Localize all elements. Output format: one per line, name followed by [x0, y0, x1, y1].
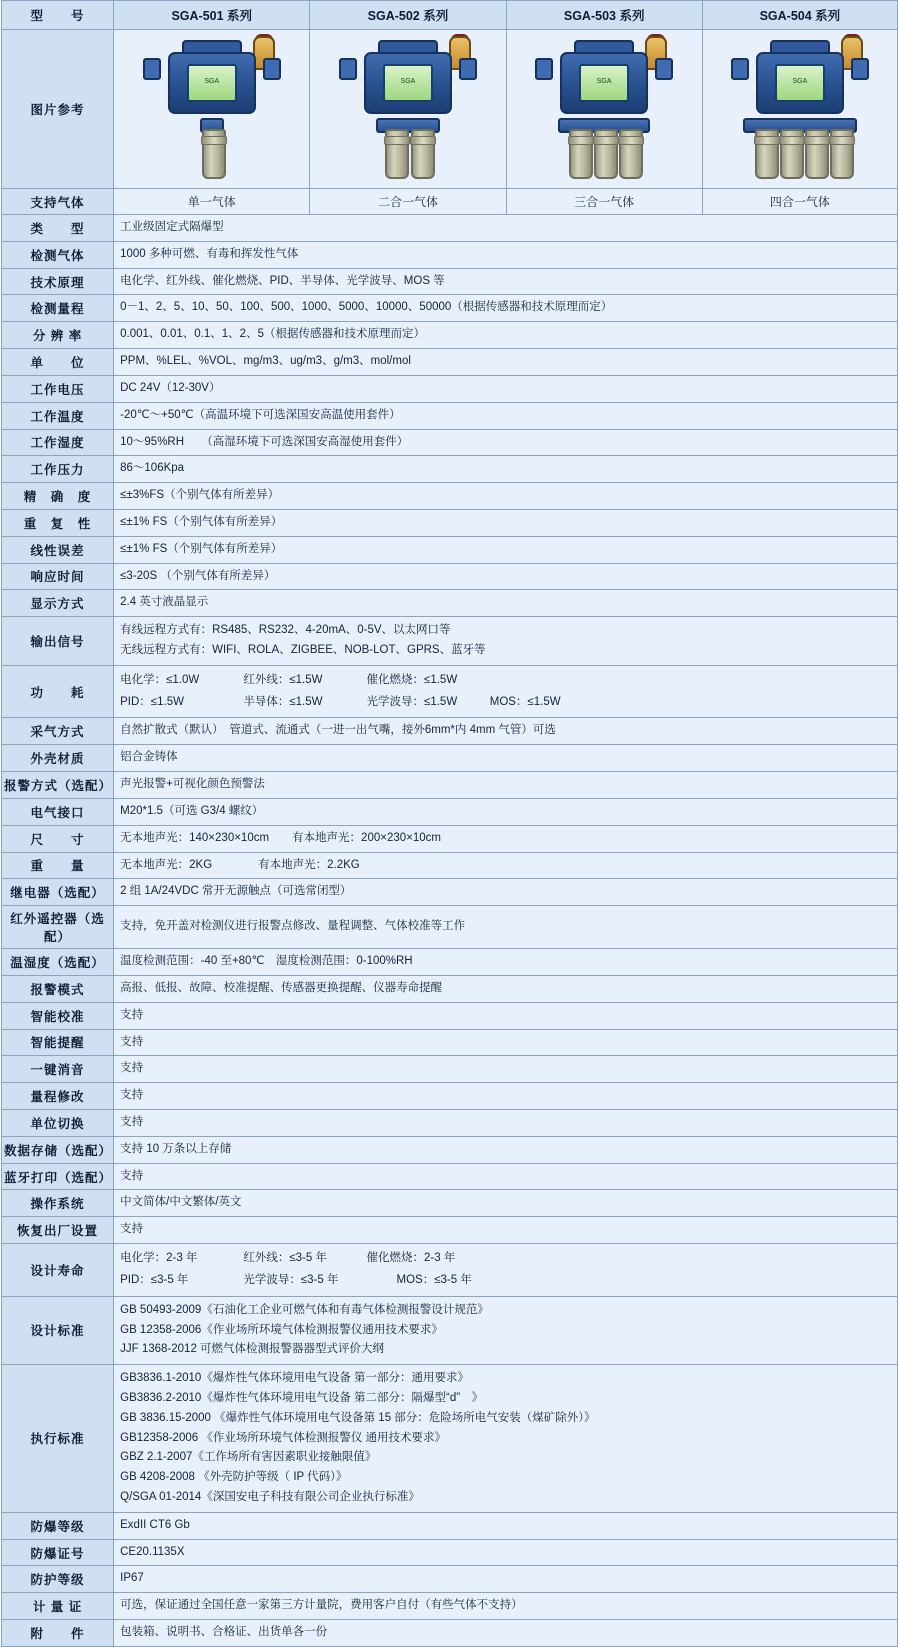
- row-value-power: [114, 665, 898, 718]
- table-row: [2, 456, 898, 483]
- table-row-images: [2, 30, 898, 189]
- table-row-gas-support: [2, 189, 898, 215]
- table-row: [2, 1056, 898, 1083]
- row-value-pressure: 86～106Kpa: [114, 456, 898, 483]
- row-label-model: 型 号: [2, 1, 114, 30]
- product-image-502: [310, 30, 506, 189]
- power-electrochemical: 电化学：≤1.0W: [120, 673, 200, 686]
- row-label-alarm-mode: 报警模式: [2, 975, 114, 1002]
- row-label-data-storage: 数据存储（选配）: [2, 1136, 114, 1163]
- model-504: SGA-504 系列: [702, 1, 897, 30]
- sensor-probe-2: [411, 129, 435, 179]
- row-value-ex-rating: ExdII CT6 Gb: [114, 1512, 898, 1539]
- life-optical-waveguide: 光学波导：≤3-5 年: [243, 1273, 339, 1286]
- row-label-execution-standards: 执行标准: [2, 1365, 114, 1513]
- row-value-factory-reset: 支持: [114, 1217, 898, 1244]
- model-501: SGA-501 系列: [114, 1, 310, 30]
- output-signal-wireless: 无线远程方式有：WIFI、ROLA、ZIGBEE、NOB-LOT、GPRS、蓝牙等: [120, 644, 486, 656]
- device-illustration-quad: [725, 34, 875, 179]
- row-label-factory-reset: 恢复出厂设置: [2, 1217, 114, 1244]
- row-value-range-modify: 支持: [114, 1083, 898, 1110]
- table-row: [2, 1163, 898, 1190]
- table-row: [2, 1190, 898, 1217]
- sensor-probe-4: [830, 129, 854, 179]
- mount-lug-left: [535, 58, 553, 80]
- gas-support-502: 二合一气体: [310, 189, 506, 215]
- specification-table: [1, 0, 898, 1647]
- row-value-design-life: [114, 1244, 898, 1297]
- mount-lug-left: [731, 58, 749, 80]
- product-image-504: [702, 30, 897, 189]
- row-value-operating-system: 中文简体/中文繁体/英文: [114, 1190, 898, 1217]
- row-label-unit: 单 位: [2, 349, 114, 376]
- row-value-data-storage: 支持 10 万条以上存储: [114, 1136, 898, 1163]
- mount-lug-right: [459, 58, 477, 80]
- table-row: [2, 1593, 898, 1620]
- table-row-output-signal: [2, 617, 898, 666]
- gas-support-501: 单一气体: [114, 189, 310, 215]
- sensor-probe-3: [805, 129, 829, 179]
- row-label-voltage: 工作电压: [2, 375, 114, 402]
- row-label-accuracy: 精 确 度: [2, 483, 114, 510]
- table-row: [2, 852, 898, 879]
- table-row: [2, 509, 898, 536]
- device-display-window: [579, 64, 629, 102]
- table-row: [2, 402, 898, 429]
- execution-standard-5: GBZ 2.1-2007《工作场所有害因素职业接触限值》: [120, 1451, 377, 1464]
- mount-lug-left: [143, 58, 161, 80]
- mount-lug-right: [263, 58, 281, 80]
- row-label-bluetooth-print: 蓝牙打印（选配）: [2, 1163, 114, 1190]
- sensor-probe-1: [569, 129, 593, 179]
- row-value-repeatability: ≤±1% FS（个别气体有所差异）: [114, 509, 898, 536]
- row-label-ex-certificate: 防爆证号: [2, 1539, 114, 1566]
- row-label-ip-rating: 防护等级: [2, 1566, 114, 1593]
- row-value-temperature: -20℃～+50℃（高温环境下可选深国安高温使用套件）: [114, 402, 898, 429]
- product-image-501: [114, 30, 310, 189]
- row-label-detect-gas: 检测气体: [2, 241, 114, 268]
- row-value-output-signal: [114, 617, 898, 666]
- mount-lug-left: [339, 58, 357, 80]
- life-infrared: 红外线：≤3-5 年: [243, 1252, 327, 1265]
- model-503: SGA-503 系列: [506, 1, 702, 30]
- sensor-probe-1: [755, 129, 779, 179]
- row-value-ex-certificate: CE20.1135X: [114, 1539, 898, 1566]
- table-row: [2, 949, 898, 976]
- row-label-display: 显示方式: [2, 590, 114, 617]
- row-label-gas-support: 支持气体: [2, 189, 114, 215]
- life-line-1: [120, 1248, 891, 1270]
- device-body: [364, 52, 452, 114]
- power-infrared: 红外线：≤1.5W: [243, 673, 323, 686]
- power-mos: MOS：≤1.5W: [489, 695, 561, 708]
- life-mos: MOS：≤3-5 年: [396, 1273, 472, 1286]
- execution-standard-3: GB 3836.15-2000 《爆炸性气体环境用电气设备第 15 部分：危险场所电气安装（煤矿除外）》: [120, 1411, 596, 1424]
- gas-support-504: 四合一气体: [702, 189, 897, 215]
- row-value-accuracy: ≤±3%FS（个别气体有所差异）: [114, 483, 898, 510]
- execution-standard-4: GB12358-2006 《作业场所环境气体检测报警仪 通用技术要求》: [120, 1431, 447, 1444]
- row-label-image-reference: 图片参考: [2, 30, 114, 189]
- table-row-execution-standards: [2, 1365, 898, 1513]
- row-value-sampling: 自然扩散式（默认） 管道式、流通式（一进一出气嘴，接外6mm*内 4mm 气管）可选: [114, 718, 898, 745]
- row-label-design-life: 设计寿命: [2, 1244, 114, 1297]
- row-value-detect-gas: 1000 多种可燃、有毒和挥发性气体: [114, 241, 898, 268]
- row-label-range-modify: 量程修改: [2, 1083, 114, 1110]
- power-line-1: [120, 670, 891, 692]
- table-row: [2, 1539, 898, 1566]
- table-row: [2, 1002, 898, 1029]
- row-label-electrical-interface: 电气接口: [2, 798, 114, 825]
- row-label-weight: 重 量: [2, 852, 114, 879]
- sensor-probe-2: [780, 129, 804, 179]
- table-row: [2, 772, 898, 799]
- output-signal-wired: 有线远程方式有：RS485、RS232、4-20mA、0-5V、以太网口等: [120, 624, 451, 637]
- row-label-accessories: 附 件: [2, 1620, 114, 1647]
- table-row: [2, 1110, 898, 1137]
- row-value-principle: 电化学、红外线、催化燃烧、PID、半导体、光学波导、MOS 等: [114, 268, 898, 295]
- sensor-probe-1: [202, 129, 226, 179]
- row-value-smart-calibration: 支持: [114, 1002, 898, 1029]
- table-row: [2, 241, 898, 268]
- design-standard-2: GB 12358-2006《作业场所环境气体检测报警仪通用技术要求》: [120, 1323, 443, 1336]
- row-value-electrical-interface: M20*1.5（可选 G3/4 螺纹）: [114, 798, 898, 825]
- table-row: [2, 879, 898, 906]
- gas-support-503: 三合一气体: [506, 189, 702, 215]
- row-label-unit-switch: 单位切换: [2, 1110, 114, 1137]
- sensor-probe-3: [619, 129, 643, 179]
- row-value-alarm-method: 声光报警+可视化颜色预警法: [114, 772, 898, 799]
- table-row-design-standards: [2, 1296, 898, 1364]
- row-label-sampling: 采气方式: [2, 718, 114, 745]
- row-value-humidity: 10～95%RH （高湿环境下可选深国安高湿使用套件）: [114, 429, 898, 456]
- device-display-window: [775, 64, 825, 102]
- device-body: [168, 52, 256, 114]
- life-line-2: [120, 1270, 891, 1292]
- table-row: [2, 975, 898, 1002]
- life-pid: PID：≤3-5 年: [120, 1273, 189, 1286]
- table-row: [2, 349, 898, 376]
- row-value-type: 工业级固定式隔爆型: [114, 215, 898, 242]
- row-value-execution-standards: [114, 1365, 898, 1513]
- table-row: [2, 536, 898, 563]
- power-pid: PID：≤1.5W: [120, 695, 184, 708]
- row-label-temperature: 工作温度: [2, 402, 114, 429]
- life-electrochemical: 电化学：2-3 年: [120, 1252, 198, 1265]
- row-value-temp-humidity-option: 温度检测范围：-40 至+80℃ 湿度检测范围：0-100%RH: [114, 949, 898, 976]
- row-value-unit: PPM、%LEL、%VOL、mg/m3、ug/m3、g/m3、mol/mol: [114, 349, 898, 376]
- table-row: [2, 906, 898, 949]
- row-value-shell-material: 铝合金铸体: [114, 745, 898, 772]
- row-label-type: 类 型: [2, 215, 114, 242]
- table-row-models: [2, 1, 898, 30]
- row-label-output-signal: 输出信号: [2, 617, 114, 666]
- row-label-pressure: 工作压力: [2, 456, 114, 483]
- row-label-ir-remote: 红外遥控器（选配）: [2, 906, 114, 949]
- row-value-smart-reminder: 支持: [114, 1029, 898, 1056]
- table-row: [2, 745, 898, 772]
- table-row: [2, 563, 898, 590]
- table-row: [2, 718, 898, 745]
- execution-standard-1: GB3836.1-2010《爆炸性气体环境用电气设备 第一部分：通用要求》: [120, 1372, 470, 1385]
- life-catalytic: 催化燃烧：2-3 年: [366, 1252, 456, 1265]
- device-lcd-text: SGA: [596, 78, 612, 85]
- row-value-bluetooth-print: 支持: [114, 1163, 898, 1190]
- device-illustration-single: [137, 34, 287, 179]
- power-line-2: [120, 692, 891, 714]
- row-value-one-key-mute: 支持: [114, 1056, 898, 1083]
- row-label-humidity: 工作湿度: [2, 429, 114, 456]
- mount-lug-right: [655, 58, 673, 80]
- power-semiconductor: 半导体：≤1.5W: [243, 695, 323, 708]
- table-row: [2, 483, 898, 510]
- row-label-temp-humidity-option: 温湿度（选配）: [2, 949, 114, 976]
- row-value-response-time: ≤3-20S （个别气体有所差异）: [114, 563, 898, 590]
- mount-lug-right: [851, 58, 869, 80]
- device-illustration-triple: [529, 34, 679, 179]
- device-body: [560, 52, 648, 114]
- row-label-shell-material: 外壳材质: [2, 745, 114, 772]
- row-label-range: 检测量程: [2, 295, 114, 322]
- row-value-design-standards: [114, 1296, 898, 1364]
- table-row: [2, 215, 898, 242]
- table-row: [2, 295, 898, 322]
- row-label-resolution: 分 辨 率: [2, 322, 114, 349]
- table-row: [2, 1029, 898, 1056]
- design-standard-1: GB 50493-2009《石油化工企业可燃气体和有毒气体检测报警设计规范》: [120, 1303, 489, 1316]
- table-row: [2, 825, 898, 852]
- row-value-accessories: 包装箱、说明书、合格证、出货单各一份: [114, 1620, 898, 1647]
- table-row: [2, 429, 898, 456]
- row-value-metrology-cert: 可选，保证通过全国任意一家第三方计量院，费用客户自付（有些气体不支持）: [114, 1593, 898, 1620]
- model-502: SGA-502 系列: [310, 1, 506, 30]
- table-row: [2, 375, 898, 402]
- row-label-alarm-method: 报警方式（选配）: [2, 772, 114, 799]
- device-illustration-dual: [333, 34, 483, 179]
- table-row-power: [2, 665, 898, 718]
- row-label-metrology-cert: 计 量 证: [2, 1593, 114, 1620]
- row-label-design-standards: 设计标准: [2, 1296, 114, 1364]
- table-row: [2, 1566, 898, 1593]
- sensor-probe-1: [385, 129, 409, 179]
- row-value-dimensions: 无本地声光：140×230×10cm 有本地声光：200×230×10cm: [114, 825, 898, 852]
- table-row: [2, 1512, 898, 1539]
- table-row: [2, 590, 898, 617]
- row-value-unit-switch: 支持: [114, 1110, 898, 1137]
- row-label-power: 功 耗: [2, 665, 114, 718]
- row-value-linearity: ≤±1% FS（个别气体有所差异）: [114, 536, 898, 563]
- execution-standard-2: GB3836.2-2010《爆炸性气体环境用电气设备 第二部分：隔爆型“d” 》: [120, 1391, 484, 1404]
- power-catalytic: 催化燃烧：≤1.5W: [366, 673, 458, 686]
- device-lcd-text: SGA: [204, 78, 220, 85]
- row-value-display: 2.4 英寸液晶显示: [114, 590, 898, 617]
- row-label-repeatability: 重 复 性: [2, 509, 114, 536]
- device-lcd-text: SGA: [400, 78, 416, 85]
- table-row: [2, 1083, 898, 1110]
- row-label-linearity: 线性误差: [2, 536, 114, 563]
- row-value-resolution: 0.001、0.01、0.1、1、2、5（根据传感器和技术原理而定）: [114, 322, 898, 349]
- table-row: [2, 322, 898, 349]
- table-row: [2, 1217, 898, 1244]
- row-label-dimensions: 尺 寸: [2, 825, 114, 852]
- execution-standard-6: GB 4208-2008 《外壳防护等级（ IP 代码）》: [120, 1471, 348, 1484]
- table-row: [2, 1620, 898, 1647]
- product-image-503: [506, 30, 702, 189]
- row-value-range: 0－1、2、5、10、50、100、500、1000、5000、10000、50000（根据传感器和技术原理而定）: [114, 295, 898, 322]
- sensor-probe-2: [594, 129, 618, 179]
- table-row: [2, 798, 898, 825]
- row-label-relay: 继电器（选配）: [2, 879, 114, 906]
- power-optical-waveguide: 光学波导：≤1.5W: [366, 695, 458, 708]
- row-value-relay: 2 组 1A/24VDC 常开无源触点（可选常闭型）: [114, 879, 898, 906]
- row-label-response-time: 响应时间: [2, 563, 114, 590]
- row-value-ip-rating: IP67: [114, 1566, 898, 1593]
- row-label-principle: 技术原理: [2, 268, 114, 295]
- device-body: [756, 52, 844, 114]
- row-value-weight: 无本地声光：2KG 有本地声光：2.2KG: [114, 852, 898, 879]
- row-value-ir-remote: 支持，免开盖对检测仪进行报警点修改、量程调整、气体校准等工作: [114, 906, 898, 949]
- row-value-voltage: DC 24V（12-30V）: [114, 375, 898, 402]
- row-label-one-key-mute: 一键消音: [2, 1056, 114, 1083]
- table-row: [2, 268, 898, 295]
- row-label-operating-system: 操作系统: [2, 1190, 114, 1217]
- device-lcd-text: SGA: [792, 78, 808, 85]
- row-label-smart-calibration: 智能校准: [2, 1002, 114, 1029]
- row-label-smart-reminder: 智能提醒: [2, 1029, 114, 1056]
- table-row-design-life: [2, 1244, 898, 1297]
- design-standard-3: JJF 1368-2012 可燃气体检测报警器器型式评价大纲: [120, 1343, 385, 1356]
- row-label-ex-rating: 防爆等级: [2, 1512, 114, 1539]
- row-value-alarm-mode: 高报、低报、故障、校准提醒、传感器更换提醒、仪器寿命提醒: [114, 975, 898, 1002]
- table-row: [2, 1136, 898, 1163]
- device-display-window: [383, 64, 433, 102]
- execution-standard-7: Q/SGA 01-2014《深国安电子科技有限公司企业执行标准》: [120, 1491, 420, 1503]
- device-display-window: [187, 64, 237, 102]
